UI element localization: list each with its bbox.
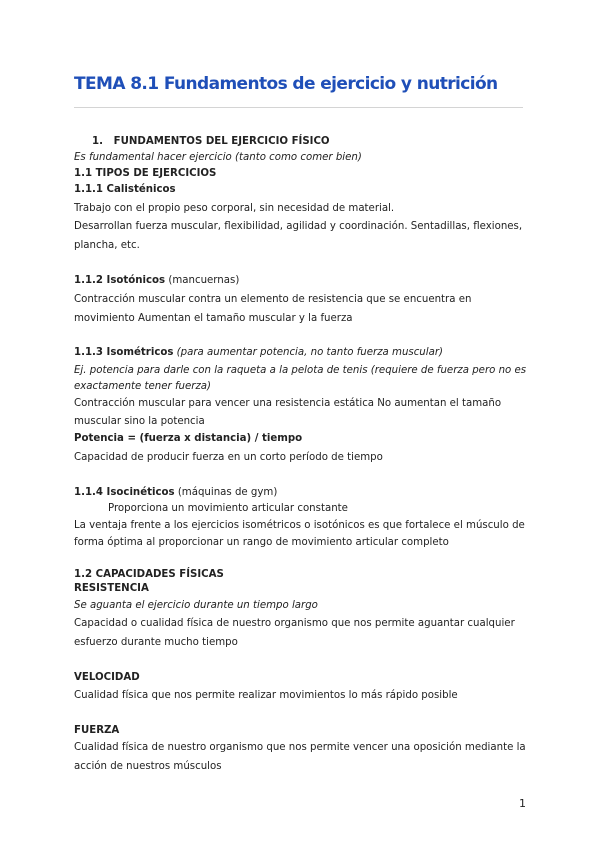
- fuerza-line1: Cualidad física de nuestro organismo que nos permite vencer una oposición mediante la: [74, 742, 526, 753]
- tipos-heading: 1.1 TIPOS DE EJERCICIOS: [74, 168, 217, 179]
- isometricos-note: (para aumentar potencia, no tanto fuerza muscular): [176, 347, 444, 358]
- section-heading-text: FUNDAMENTOS DEL EJERCICIO FÍSICO: [113, 136, 330, 147]
- section-heading: [92, 135, 330, 149]
- isocineticos-note: (máquinas de gym): [177, 487, 278, 498]
- isometricos-example-line1: Ej. potencia para darle con la raqueta a la pelota de tenis (requiere de fuerza pero no es: [74, 365, 527, 376]
- velocidad-heading: VELOCIDAD: [74, 672, 140, 683]
- isocineticos-indent: Proporciona un movimiento articular constante: [108, 503, 348, 514]
- potencia-description: Capacidad de producir fuerza en un corto período de tiempo: [74, 452, 383, 463]
- potencia-formula: Potencia = (fuerza x distancia) / tiempo: [74, 433, 303, 444]
- isometricos-line2: muscular sino la potencia: [74, 416, 205, 427]
- isocineticos-line1: La ventaja frente a los ejercicios isométricos o isotónicos es que fortalece el músculo de: [74, 520, 525, 531]
- capacidades-heading: 1.2 CAPACIDADES FÍSICAS: [74, 569, 224, 580]
- section-number: 1.: [92, 136, 103, 147]
- isotonicos-note: (mancuernas): [168, 275, 240, 286]
- isocineticos-line2: forma óptima al proporcionar un rango de movimiento articular completo: [74, 537, 449, 548]
- isometricos-line1: Contracción muscular para vencer una resistencia estática No aumentan el tamaño: [74, 398, 502, 409]
- isometricos-example-line2: exactamente tener fuerza): [74, 381, 212, 392]
- calistenicos-heading: 1.1.1 Calisténicos: [74, 184, 176, 195]
- isocineticos-heading: 1.1.4 Isocinéticos: [74, 487, 175, 498]
- isometricos-heading-line: [74, 346, 443, 360]
- section-intro: Es fundamental hacer ejercicio (tanto como comer bien): [74, 152, 362, 163]
- velocidad-line1: Cualidad física que nos permite realizar movimientos lo más rápido posible: [74, 690, 458, 701]
- resistencia-heading: RESISTENCIA: [74, 583, 149, 594]
- resistencia-italic: Se aguanta el ejercicio durante un tiempo largo: [74, 600, 318, 611]
- fuerza-heading: FUERZA: [74, 725, 120, 736]
- calistenicos-p1: Trabajo con el propio peso corporal, sin necesidad de material.: [74, 203, 395, 214]
- isocineticos-heading-line: [74, 486, 277, 500]
- document-title: TEMA 8.1 Fundamentos de ejercicio y nutrición: [74, 74, 498, 94]
- isotonicos-heading: 1.1.2 Isotónicos: [74, 275, 166, 286]
- isotonicos-line2: movimiento Aumentan el tamaño muscular y la fuerza: [74, 313, 353, 324]
- page-number: 1: [519, 797, 526, 810]
- isotonicos-line1: Contracción muscular contra un elemento de resistencia que se encuentra en: [74, 294, 472, 305]
- calistenicos-p2-line2: plancha, etc.: [74, 240, 140, 251]
- resistencia-line2: esfuerzo durante mucho tiempo: [74, 637, 238, 648]
- isotonicos-heading-line: [74, 274, 239, 288]
- isometricos-heading: 1.1.3 Isométricos: [74, 347, 174, 358]
- resistencia-line1: Capacidad o cualidad física de nuestro organismo que nos permite aguantar cualquier: [74, 618, 515, 629]
- calistenicos-p2-line1: Desarrollan fuerza muscular, flexibilidad, agilidad y coordinación. Sentadillas, flexiones,: [74, 221, 523, 232]
- title-divider: [74, 107, 523, 108]
- fuerza-line2: acción de nuestros músculos: [74, 761, 222, 772]
